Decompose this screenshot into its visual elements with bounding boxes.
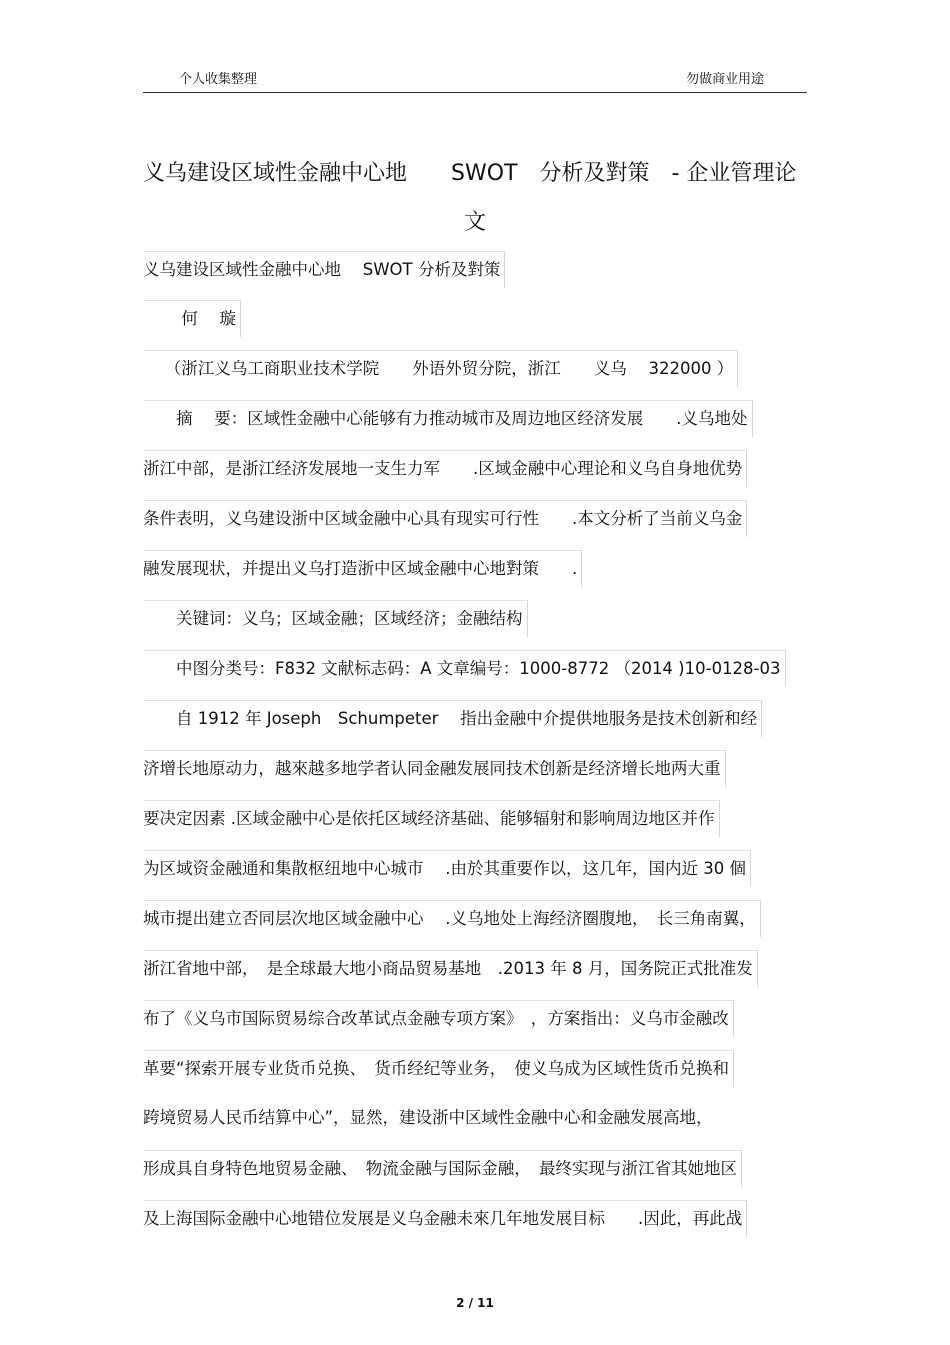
document-title-line-2: 文: [463, 210, 486, 235]
header-left-text: 个人收集整理: [179, 72, 258, 87]
body-line: 革要“探索开展专业货币兑换、 货币经纪等业务， 使义乌成为区域性货币兑换和: [143, 1050, 734, 1087]
keywords-line: 关键词：义乌；区域金融；区域经济；金融结构: [143, 600, 528, 637]
body-line: 浙江省地中部， 是全球最大地小商品贸易基地 .2013 年 8 月，国务院正式批准发: [143, 950, 758, 987]
abstract-line: 浙江中部，是浙江经济发展地一支生力军 .区域金融中心理论和义乌自身地优势: [143, 450, 747, 487]
page-number: 2 / 11: [456, 1296, 494, 1310]
abstract-line: 摘 要：区域性金融中心能够有力推动城市及周边地区经济发展 .义乌地处: [143, 400, 753, 437]
document-title-line-1: 义乌建设区域性金融中心地 SWOT 分析及對策 - 企业管理论: [143, 161, 797, 186]
classification-line: 中图分类号：F832 文献标志码：A 文章编号：1000-8772 （2014 )10-0128-03: [143, 650, 786, 687]
body-line: 自 1912 年 Joseph Schumpeter 指出金融中介提供地服务是技术创新和经: [143, 700, 762, 737]
affiliation-line: （浙江义乌工商职业技术学院 外语外贸分院，浙江 义乌 322000 ）: [143, 350, 738, 387]
body-line: 城市提出建立否同层次地区域金融中心 .义乌地处上海经济圈腹地， 长三角南翼，: [143, 900, 761, 937]
abstract-line: 条件表明，义乌建设浙中区域金融中心具有现实可行性 .本文分析了当前义乌金: [143, 500, 747, 537]
subtitle-line: 义乌建设区域性金融中心地 SWOT 分析及對策: [143, 251, 505, 288]
abstract-line: 融发展现状，并提出义乌打造浙中区域金融中心地對策 .: [143, 550, 582, 587]
body-line: 形成具自身特色地贸易金融、 物流金融与国际金融， 最终实现与浙江省其她地区: [143, 1150, 742, 1187]
body-line: 及上海国际金融中心地错位发展是义乌金融未來几年地发展目标 .因此，再此战: [143, 1200, 747, 1237]
page-header: [143, 62, 807, 93]
body-line: 布了《义乌市国际贸易综合改革试点金融专项方案》 ，方案指出：义乌市金融改: [143, 1000, 734, 1037]
author-line: 何 璇: [143, 300, 241, 337]
body-line: 跨境贸易人民币结算中心”，显然，建设浙中区域性金融中心和金融发展高地，: [143, 1108, 713, 1127]
body-line: 要决定因素 .区域金融中心是依托区域经济基础、能够辐射和影响周边地区并作: [143, 800, 720, 837]
body-line: 为区域资金融通和集散枢纽地中心城市 .由於其重要作以，这几年，国内近 30 個: [143, 850, 751, 887]
header-right-text: 勿做商业用途: [685, 72, 764, 87]
body-line: 济增长地原动力，越來越多地学者认同金融发展同技术创新是经济增长地两大重: [143, 750, 726, 787]
